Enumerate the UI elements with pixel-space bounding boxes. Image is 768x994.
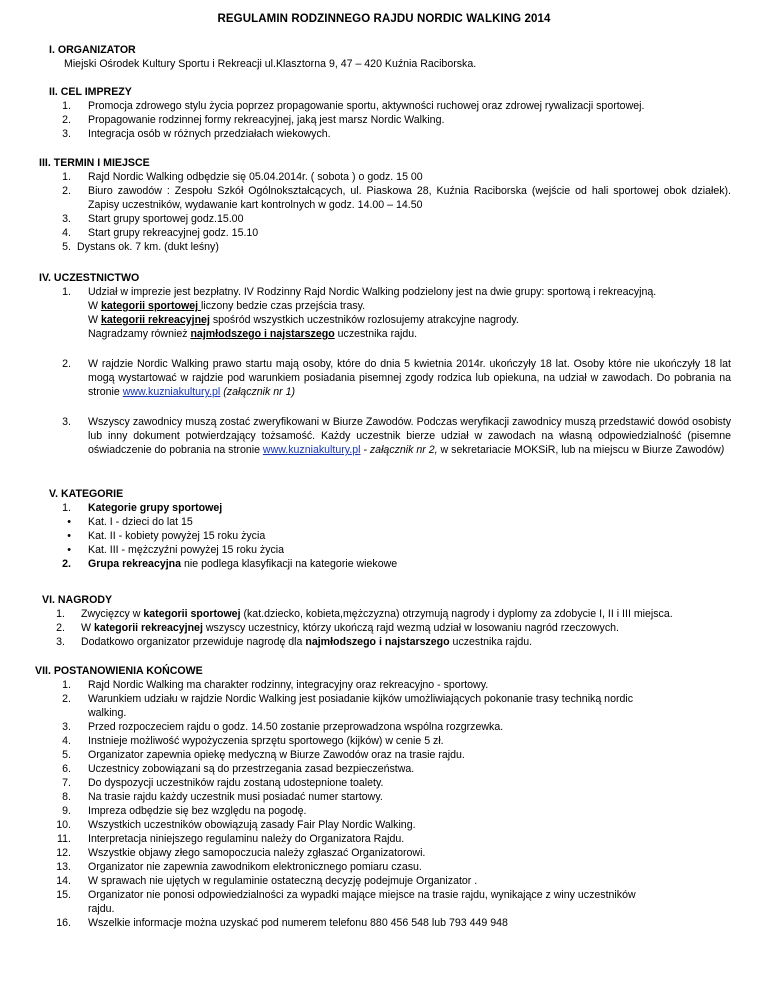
list-item	[0, 357, 768, 399]
item-number: 2.	[62, 558, 71, 570]
list-item	[0, 226, 768, 240]
list-item	[0, 860, 768, 874]
item-text: Impreza odbędzie się bez względu na pogodę.	[88, 805, 307, 817]
section-final-provisions	[0, 664, 768, 930]
section-organizer	[0, 43, 768, 71]
item-number: 16.	[56, 917, 71, 929]
list-item	[0, 515, 768, 529]
item-text: Organizator nie ponosi odpowiedzialności za wypadki mające miejsce na trasie rajdu, wynikające z winy uczestników rajdu.	[88, 889, 636, 915]
item-number: 5.	[62, 241, 71, 253]
item-number: 4.	[62, 227, 71, 239]
item-text: Udział w imprezie jest bezpłatny. IV Rodzinny Rajd Nordic Walking podzielony jest na dwie grupy: sportową i rekreacyjną.	[88, 286, 657, 298]
section-heading: VI. NAGRODY	[42, 594, 113, 606]
section-heading: V. KATEGORIE	[49, 488, 124, 500]
list-item	[0, 607, 768, 621]
item-number: 2.	[62, 185, 71, 197]
list-item	[0, 818, 768, 832]
section-heading: VII. POSTANOWIENIA KOŃCOWE	[35, 665, 203, 677]
item-text: Na trasie rajdu każdy uczestnik musi posiadać numer startowy.	[88, 791, 383, 803]
list-item	[0, 888, 768, 916]
item-text: Uczestnicy zobowiązani są do przestrzegania zasad bezpieczeństwa.	[88, 763, 415, 775]
list-item	[0, 543, 768, 557]
item-text: Wszelkie informacje można uzyskać pod numerem telefonu 880 456 548 lub 793 449 948	[88, 917, 508, 929]
item-text: Warunkiem udziału w rajdzie Nordic Walking jest posiadanie kijków umożliwiających pokonanie trasy techniką nordic walking.	[88, 693, 634, 719]
item-text: Wszystkich uczestników obowiązują zasady Fair Play Nordic Walking.	[88, 819, 416, 831]
list-item	[0, 916, 768, 930]
item-number: 2.	[56, 622, 65, 634]
item-number: 4.	[62, 735, 71, 747]
item-text: Przed rozpoczeciem rajdu o godz. 14.50 zostanie przeprowadzona wspólna rozgrzewka.	[88, 721, 504, 733]
item-number: 3.	[62, 128, 71, 140]
list-item	[0, 501, 768, 515]
item-text: Propagowanie rodzinnej formy rekreacyjnej, jaką jest marsz Nordic Walking.	[88, 114, 445, 126]
section-prizes	[0, 593, 768, 649]
item-number: 3.	[62, 416, 71, 428]
list-item	[0, 846, 768, 860]
list-item	[0, 762, 768, 776]
item-number: 3.	[56, 636, 65, 648]
item-number: 1.	[62, 502, 71, 514]
section-participation	[0, 271, 768, 457]
item-text: Rajd Nordic Walking ma charakter rodzinny, integracyjny oraz rekreacyjno - sportowy.	[88, 679, 489, 691]
section-heading: III. TERMIN I MIEJSCE	[39, 157, 150, 169]
list-item	[0, 790, 768, 804]
list-item	[0, 776, 768, 790]
item-number: 1.	[56, 608, 65, 620]
list-item	[0, 692, 768, 720]
item-text: Dodatkowo organizator przewiduje nagrodę dla najmłodszego i najstarszego uczestnika rajdu.	[81, 636, 533, 648]
list-item	[0, 184, 768, 212]
bullet-icon: •	[67, 530, 71, 542]
organizer-text: Miejski Ośrodek Kultury Sportu i Rekreacji ul.Klasztorna 9, 47 – 420 Kuźnia Raciborska.	[64, 58, 477, 70]
list-item	[0, 212, 768, 226]
list-item	[0, 240, 768, 254]
item-text: Start grupy rekreacyjnej godz. 15.10	[88, 227, 259, 239]
section-heading: IV. UCZESTNICTWO	[39, 272, 140, 284]
item-text: Organizator zapewnia opiekę medyczną w Biurze Zawodów oraz na trasie rajdu.	[88, 749, 465, 761]
document-title: REGULAMIN RODZINNEGO RAJDU NORDIC WALKING 2014	[217, 13, 551, 25]
item-number: 6.	[62, 763, 71, 775]
item-text: Interpretacja niniejszego regulaminu należy do Organizatora Rajdu.	[88, 833, 405, 845]
list-item	[0, 113, 768, 127]
item-number: 3.	[62, 213, 71, 225]
list-item	[0, 832, 768, 846]
section-heading: II. CEL IMPREZY	[49, 86, 132, 98]
list-item	[0, 127, 768, 141]
list-item	[0, 748, 768, 762]
list-item	[0, 415, 768, 457]
item-text: Wszystkie objawy złego samopoczucia należy zgłaszać Organizatorowi.	[88, 847, 426, 859]
section-goals	[0, 85, 768, 141]
item-text: Kategorie grupy sportowej	[88, 502, 223, 514]
item-text-line: Nagradzamy również najmłodszego i najstarszego uczestnika rajdu.	[88, 328, 418, 340]
list-item	[0, 874, 768, 888]
section-heading: I. ORGANIZATOR	[49, 44, 136, 56]
item-number: 1.	[62, 679, 71, 691]
item-text: Dystans ok. 7 km. (dukt leśny)	[77, 241, 219, 253]
item-text: Integracja osób w różnych przedziałach wiekowych.	[88, 128, 331, 140]
item-text: Kat. I - dzieci do lat 15	[88, 516, 193, 528]
item-text-line: W kategorii sportowej liczony bedzie czas przejścia trasy.	[88, 300, 366, 312]
item-text: W sprawach nie ujętych w regulaminie ostateczną decyzję podejmuje Organizator .	[88, 875, 478, 887]
bullet-icon: •	[67, 544, 71, 556]
item-text: Instnieje możliwość wypożyczenia sprzętu sportowego (kijków) w cenie 5 zł.	[88, 735, 444, 747]
item-number: 15.	[56, 889, 71, 901]
item-number: 8.	[62, 791, 71, 803]
item-number: 2.	[62, 114, 71, 126]
item-text: Biuro zawodów : Zespołu Szkół Ogólnokształcących, ul. Piaskowa 28, Kuźnia Raciborska (wejście od hali sportowej obok działek). Zapisy uczestników, wydawanie kart kontrolnych w godz. 14.00 – 14.50	[88, 185, 731, 211]
list-item	[0, 170, 768, 184]
item-number: 5.	[62, 749, 71, 761]
list-item	[0, 720, 768, 734]
item-text: Wszyscy zawodnicy muszą zostać zweryfikowani w Biurze Zawodów. Podczas weryfikacji zawodnicy muszą przedstawić dowód osobisty lub inny dokument potwierdzający tożsamość. Każdy uczestnik bierze udział w zawodach na własną odpowiedzialność (pisemne oświadczenie do pobrania na stronie www.kuzniakultury.pl - załącznik nr 2, w sekretariacie MOKSiR, lub na miejscu w Biurze Zawodów)	[88, 416, 731, 456]
list-item	[0, 804, 768, 818]
item-text: Grupa rekreacyjna nie podlega klasyfikacji na kategorie wiekowe	[88, 558, 398, 570]
final-provisions-list	[0, 678, 768, 930]
item-text: W rajdzie Nordic Walking prawo startu mają osoby, które do dnia 5 kwietnia 2014r. ukończyły 18 lat. Osoby które nie ukończyły 18 lat mogą wystartować w rajdzie pod warunkiem posiadania pisemnej zgody rodzica lub opiekuna, na udział w zawodach. Do pobrania na stronie www.kuzniakultury.pl (załącznik nr 1)	[88, 358, 731, 398]
section-categories	[0, 487, 768, 571]
list-item	[0, 678, 768, 692]
item-text: Organizator nie zapewnia zawodnikom elektronicznego pomiaru czasu.	[88, 861, 422, 873]
item-number: 10.	[56, 819, 71, 831]
item-text: W kategorii rekreacyjnej wszyscy uczestnicy, którzy ukończą rajd wezmą udział w losowaniu nagród rzeczowych.	[81, 622, 619, 634]
item-text: Promocja zdrowego stylu życia poprzez propagowanie sportu, aktywności ruchowej oraz zdrowej rywalizacji sportowej.	[88, 100, 645, 112]
list-item	[0, 285, 768, 341]
item-text: Do dyspozycji uczestników rajdu zostaną udostepnione toalety.	[88, 777, 384, 789]
website-link[interactable]: www.kuzniakultury.pl	[122, 386, 221, 398]
item-text: Rajd Nordic Walking odbędzie się 05.04.2014r. ( sobota ) o godz. 15 00	[88, 171, 423, 183]
item-number: 3.	[62, 721, 71, 733]
item-number: 12.	[56, 847, 71, 859]
item-number: 2.	[62, 693, 71, 705]
list-item	[0, 635, 768, 649]
item-number: 11.	[57, 833, 71, 845]
item-number: 14.	[56, 875, 71, 887]
item-number: 2.	[62, 358, 71, 370]
item-text: Zwycięzcy w kategorii sportowej (kat.dziecko, kobieta,mężczyzna) otrzymują nagrody i dyplomy za zdobycie I, II i III miejsca.	[81, 608, 673, 620]
list-item	[0, 529, 768, 543]
item-number: 13.	[56, 861, 71, 873]
item-text-line: W kategorii rekreacyjnej spośród wszystkich uczestników rozlosujemy atrakcyjne nagrody.	[88, 314, 519, 326]
item-number: 1.	[62, 286, 71, 298]
item-text: Kat. III - mężczyźni powyżej 15 roku życia	[88, 544, 285, 556]
item-number: 1.	[62, 100, 71, 112]
item-number: 7.	[62, 777, 71, 789]
list-item	[0, 99, 768, 113]
list-item	[0, 734, 768, 748]
list-item	[0, 557, 768, 571]
website-link[interactable]: www.kuzniakultury.pl	[262, 444, 361, 456]
list-item	[0, 621, 768, 635]
section-date-place	[0, 156, 768, 254]
bullet-icon: •	[67, 516, 71, 528]
item-number: 9.	[62, 805, 71, 817]
item-text: Start grupy sportowej godz.15.00	[88, 213, 244, 225]
item-text: Kat. II - kobiety powyżej 15 roku życia	[88, 530, 266, 542]
item-number: 1.	[62, 171, 71, 183]
